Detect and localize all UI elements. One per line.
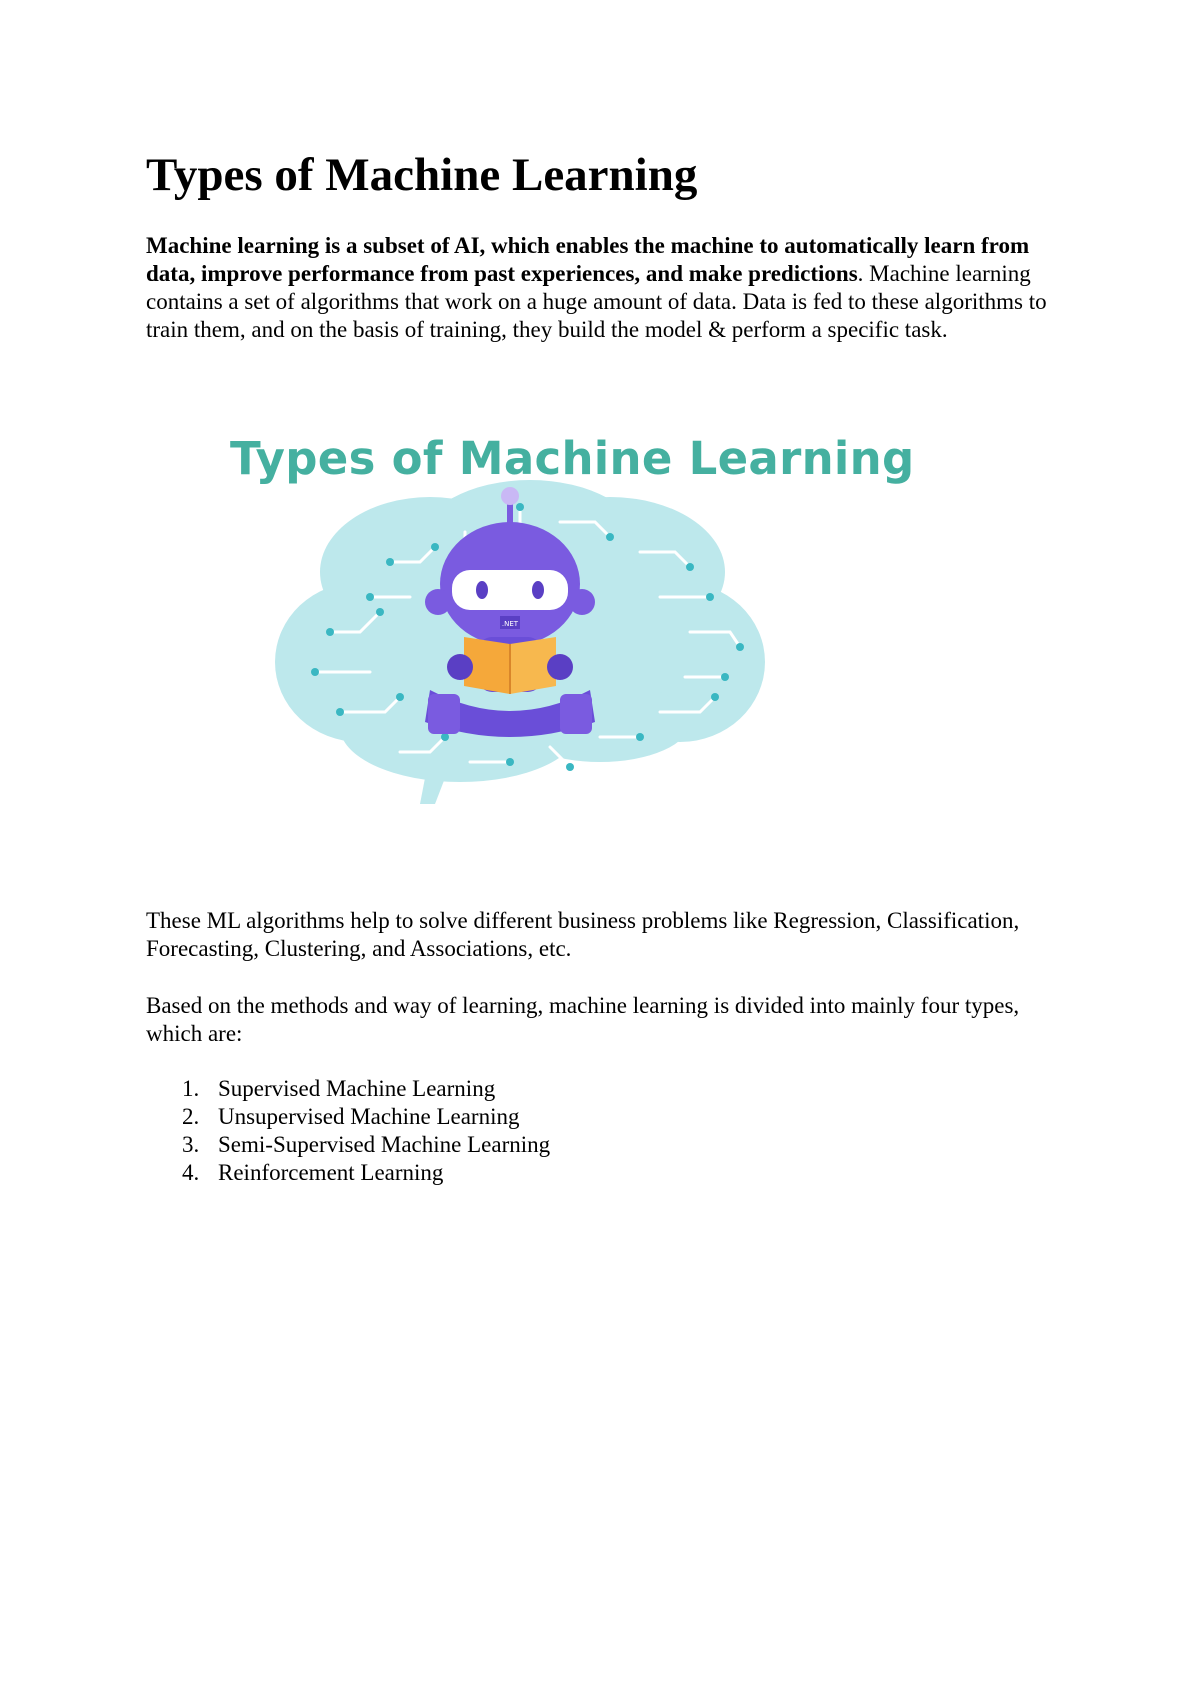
list-number: 3. — [182, 1132, 200, 1157]
figure-title: Types of Machine Learning — [230, 432, 915, 485]
list-label: Semi-Supervised Machine Learning — [218, 1132, 551, 1157]
list-label: Reinforcement Learning — [218, 1160, 444, 1185]
list-item — [146, 1159, 550, 1187]
list-item — [146, 1131, 550, 1159]
ml-types-list — [146, 1075, 550, 1187]
list-item — [146, 1075, 550, 1103]
list-number: 4. — [182, 1160, 200, 1185]
list-label: Unsupervised Machine Learning — [218, 1104, 520, 1129]
ml-illustration — [220, 432, 915, 832]
list-label: Supervised Machine Learning — [218, 1076, 496, 1101]
list-number: 1. — [182, 1076, 200, 1101]
list-item — [146, 1103, 550, 1131]
applications-paragraph: These ML algorithms help to solve different business problems like Regression, Classification, Forecasting, Clustering, and Associations, etc. — [146, 908, 1020, 961]
page-title: Types of Machine Learning — [146, 149, 698, 201]
intro-text: . Machine learning contains a set of algorithms that work on a huge amount of data. Data is fed to these algorithms to train them, and on the basis of training, they build the model & perform a specific task. — [146, 261, 1047, 342]
brain-robot-illustration — [220, 432, 870, 832]
book-label: .NET — [501, 620, 519, 628]
types-intro-paragraph: Based on the methods and way of learning, machine learning is divided into mainly four types, which are: — [146, 993, 1020, 1046]
intro-paragraph — [146, 232, 1076, 344]
intro-bold-text: Machine learning is a subset of AI, which enables the machine to automatically learn from data, improve performance from past experiences, and make predictions — [146, 233, 1030, 286]
list-number: 2. — [182, 1104, 200, 1129]
